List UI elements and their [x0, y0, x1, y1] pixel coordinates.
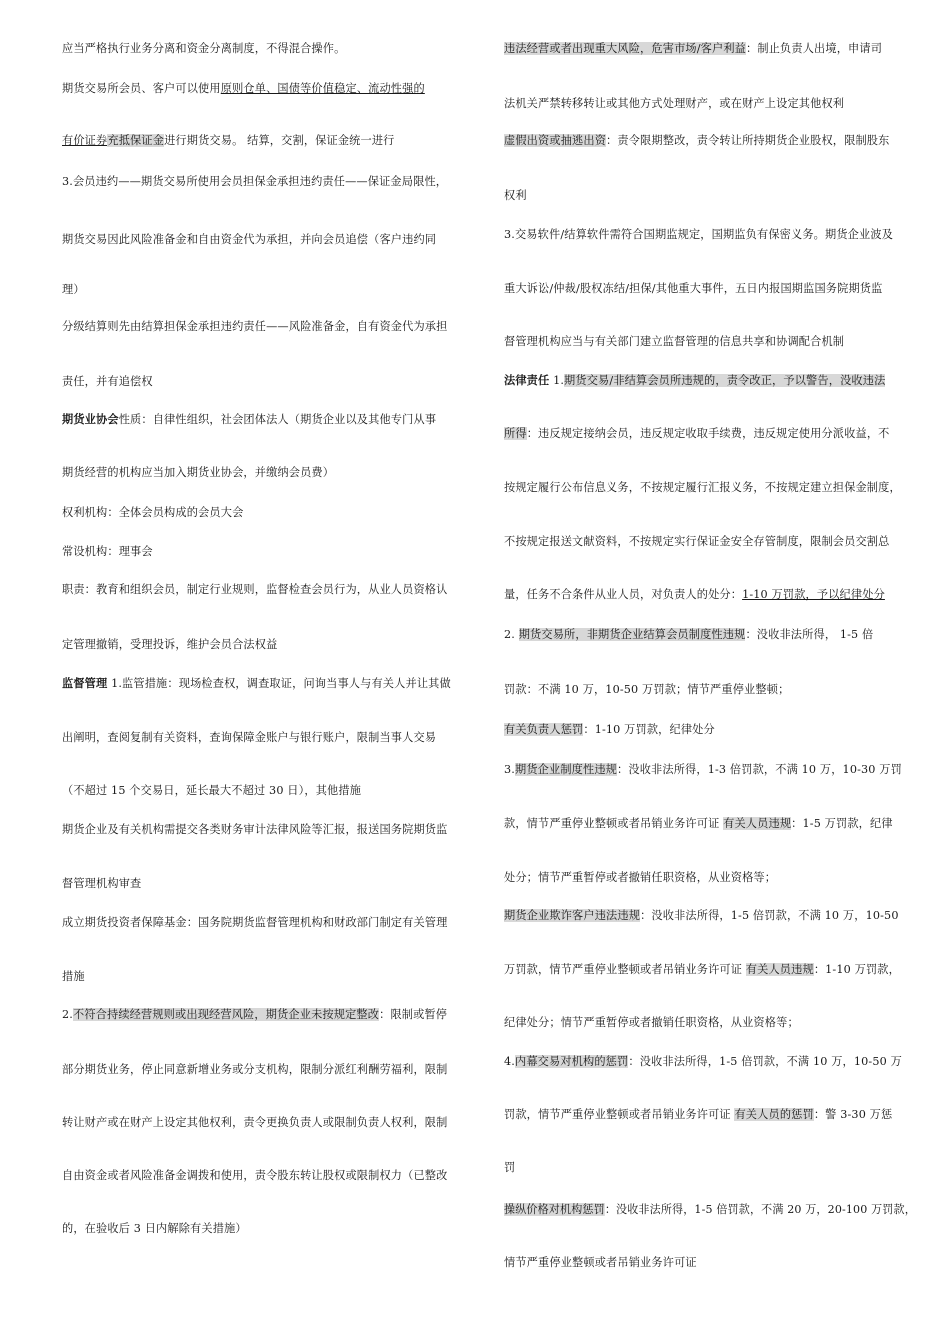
underlined-text: 1-10 万罚款，予以纪律处分: [742, 588, 885, 601]
text-span: 期货企业及有关机构需提交各类财务审计法律风险等汇报，报送国务院期货监: [62, 823, 448, 836]
text-span: 按规定履行公布信息义务，不按规定履行汇报义务，不按规定建立担保金制度，: [504, 481, 901, 494]
text-span: 罚款，情节严重停业整顿或者吊销业务许可证: [504, 1108, 735, 1121]
text-span: 理）: [62, 283, 85, 296]
text-line: [62, 466, 334, 480]
text-span: ：没收非法所得，1-5 倍罚款，不满 10 万，10-50 万: [628, 1055, 902, 1068]
text-line: [504, 373, 885, 388]
text-span: 情节严重停业整顿或者吊销业务许可证: [504, 1256, 697, 1269]
text-line: [504, 817, 893, 831]
text-span: 1.监管措施：现场检查权，调查取证，问询当事人与有关人并让其做: [107, 677, 451, 690]
highlighted-text: 有关人员违规: [723, 817, 792, 830]
text-line: [504, 963, 900, 977]
highlighted-text: 有关人员的惩罚: [734, 1108, 814, 1121]
text-line: [62, 1008, 447, 1022]
text-span: 重大诉讼/仲裁/股权冻结/担保/其他重大事件，五日内报国期监国务院期货监: [504, 282, 883, 295]
text-span: 3.交易软件/结算软件需符合国期监规定，国期监负有保密义务。期货企业波及: [504, 228, 894, 241]
text-line: [504, 723, 715, 737]
bold-heading: 监督管理: [62, 676, 108, 690]
text-span: 责任，并有追偿权: [62, 375, 153, 388]
highlighted-text: 不符合持续经营规则或出现经营风险，期货企业未按规定整改: [72, 1008, 380, 1021]
text-span: ：没收非法所得， 1-5 倍: [745, 628, 874, 641]
text-span: 量，任务不合条件从业人员，对负责人的处分：: [504, 588, 743, 601]
text-line: [62, 1169, 447, 1183]
text-span: 罚: [504, 1161, 516, 1174]
text-span: 罚款：不满 10 万，10-50 万罚款；情节严重停业整顿；: [504, 683, 790, 696]
text-line: [504, 427, 890, 441]
text-span: 督管理机构应当与有关部门建立监督管理的信息共享和协调配合机制: [504, 335, 845, 348]
text-span: 万罚款，情节严重停业整顿或者吊销业务许可证: [504, 963, 746, 976]
highlighted-text: 操纵价格对机构惩罚: [504, 1203, 605, 1216]
text-span: 常设机构：理事会: [62, 545, 153, 558]
text-span: 2.: [62, 1008, 73, 1021]
text-span: 出阐明，查阅复制有关资料，查询保障金账户与银行账户，限制当事人交易: [62, 731, 437, 744]
highlighted-text: 所得: [504, 427, 527, 440]
text-line: [504, 1108, 892, 1122]
text-line: [504, 1203, 916, 1217]
text-line: [504, 909, 899, 923]
text-span: 3.: [504, 763, 515, 776]
text-span: 转让财产或在财产上设定其他权利，责令更换负责人或限制负责人权利，限制: [62, 1116, 448, 1129]
text-span: ：警 3-30 万惩: [813, 1108, 893, 1121]
highlighted-text: 期货交易/非结算会员所违规的，责令改正，予以警告，没收违法: [564, 374, 886, 387]
text-line: [504, 335, 844, 349]
text-span: 处分；情节严重暂停或者撤销任职资格，从业资格等；: [504, 871, 777, 884]
text-span: 成立期货投资者保障基金：国务院期货监督管理机构和财政部门制定有关管理: [62, 916, 448, 929]
text-line: [62, 676, 451, 691]
text-span: 权利: [504, 189, 527, 202]
bold-heading: 期货业协会: [62, 412, 119, 426]
text-line: [504, 535, 889, 549]
text-line: [62, 970, 85, 984]
text-span: 不按规定报送文献资料，不按规定实行保证金安全存管制度，限制会员交割总: [504, 535, 890, 548]
text-line: [62, 412, 436, 427]
text-line: [62, 877, 141, 891]
text-span: 纪律处分；情节严重暂停或者撤销任职资格，从业资格等；: [504, 1016, 799, 1029]
highlighted-text: 有关负责人惩罚: [504, 723, 584, 736]
text-line: [504, 1016, 799, 1030]
bold-heading: 法律责任: [504, 373, 550, 387]
underlined-text: 有价证券: [62, 134, 108, 147]
text-line: [504, 871, 776, 885]
highlighted-text: 虚假出资或抽逃出资: [504, 134, 607, 147]
text-span: 分级结算则先由结算担保金承担违约责任——风险准备金，自有资金代为承担: [62, 320, 448, 333]
text-span: ：1-10 万罚款，: [813, 963, 900, 976]
text-line: [504, 481, 901, 495]
text-line: [504, 683, 789, 697]
text-span: ：违反规定接纳会员，违反规定收取手续费，违反规定使用分派收益，不: [526, 427, 890, 440]
text-span: ：1-5 万罚款，纪律: [791, 817, 893, 830]
text-span: （不超过 15 个交易日，延长最大不超过 30 日），其他措施: [62, 784, 362, 797]
text-line: [62, 823, 447, 837]
highlighted-text: 期货企业制度性违规: [514, 763, 618, 776]
highlighted-text: 期货企业欺诈客户违法违规: [504, 909, 641, 922]
text-line: [504, 189, 527, 203]
underlined-text: 原则仓单、国债等价值稳定、流动性强的: [220, 82, 425, 95]
text-span: 定管理撤销，受理投诉，维护会员合法权益: [62, 638, 278, 651]
text-line: [62, 42, 345, 56]
text-span: ：没收非法所得，1-5 倍罚款，不满 10 万，10-50: [640, 909, 899, 922]
text-line: [504, 628, 873, 642]
text-line: [62, 175, 447, 189]
text-line: [504, 282, 882, 296]
text-line: [62, 233, 436, 247]
highlighted-text: 内幕交易对机构的惩罚: [514, 1055, 629, 1068]
text-line: [62, 583, 447, 597]
text-span: 1.: [549, 374, 565, 387]
highlighted-text: 违法经营或者出现重大风险，危害市场/客户利益: [504, 42, 747, 55]
text-line: [62, 1063, 447, 1077]
text-span: 2.: [504, 628, 519, 641]
text-line: [504, 228, 893, 242]
text-line: [504, 763, 902, 777]
text-line: [62, 784, 361, 798]
text-span: 期货交易所会员、客户可以使用: [62, 82, 221, 95]
text-span: ：没收非法所得，1-3 倍罚款，不满 10 万，10-30 万罚: [617, 763, 902, 776]
text-line: [504, 588, 885, 602]
text-line: [62, 134, 395, 148]
text-line: [504, 1256, 697, 1270]
text-span: ：责令限期整改，责令转让所持期货企业股权，限制股东: [606, 134, 890, 147]
text-line: [62, 545, 153, 559]
text-span: 期货交易因此风险准备金和自由资金代为承担，并向会员追偿（客户违约同: [62, 233, 437, 246]
highlighted-text: 有关人员违规: [745, 963, 814, 976]
text-span: 期货经营的机构应当加入期货业协会，并缴纳会员费）: [62, 466, 335, 479]
text-line: [62, 82, 425, 96]
text-span: ：限制或暂停: [379, 1008, 448, 1021]
text-span: 权利机构：全体会员构成的会员大会: [62, 506, 244, 519]
highlighted-text: 充抵保证金: [107, 134, 165, 147]
text-span: 自由资金或者风险准备金调拨和使用，责令股东转让股权或限制权力（已整改: [62, 1169, 448, 1182]
text-line: [62, 283, 85, 297]
text-span: 款，情节严重停业整顿或者吊销业务许可证: [504, 817, 724, 830]
text-span: ：制止负责人出境，申请司: [746, 42, 883, 55]
text-span: 措施: [62, 970, 85, 983]
text-span: 4.: [504, 1055, 515, 1068]
text-line: [62, 1222, 247, 1236]
text-line: [62, 506, 243, 520]
text-span: 的，在验收后 3 日内解除有关措施）: [62, 1222, 247, 1235]
highlighted-text: 期货交易所，非期货企业结算会员制度性违规: [518, 628, 746, 641]
text-line: [62, 375, 153, 389]
text-line: [504, 134, 890, 148]
text-line: [504, 42, 882, 56]
text-span: 进行期货交易。 结算，交割，保证金统一进行: [164, 134, 395, 147]
text-line: [62, 731, 436, 745]
text-line: [504, 1161, 515, 1175]
text-span: 应当严格执行业务分离和资金分离制度，不得混合操作。: [62, 42, 346, 55]
text-line: [62, 916, 447, 930]
text-span: 部分期货业务，停止同意新增业务或分支机构，限制分派红利酬劳福利，限制: [62, 1063, 448, 1076]
text-span: 督管理机构审查: [62, 877, 142, 890]
text-line: [504, 97, 844, 111]
text-span: 3.会员违约——期货交易所使用会员担保金承担违约责任——保证金局限性，: [62, 175, 448, 188]
text-line: [62, 1116, 447, 1130]
text-line: [504, 1055, 902, 1069]
text-line: [62, 320, 447, 334]
text-span: ：1-10 万罚款，纪律处分: [583, 723, 715, 736]
text-span: 性质：自律性组织，社会团体法人（期货企业以及其他专门从事: [118, 413, 437, 426]
text-span: 法机关严禁转移转让或其他方式处理财产，或在财产上设定其他权利: [504, 97, 845, 110]
text-span: ：没收非法所得，1-5 倍罚款，不满 20 万，20-100 万罚款，: [604, 1203, 916, 1216]
text-line: [62, 638, 277, 652]
text-span: 职责：教育和组织会员，制定行业规则，监督检查会员行为，从业人员资格认: [62, 583, 448, 596]
